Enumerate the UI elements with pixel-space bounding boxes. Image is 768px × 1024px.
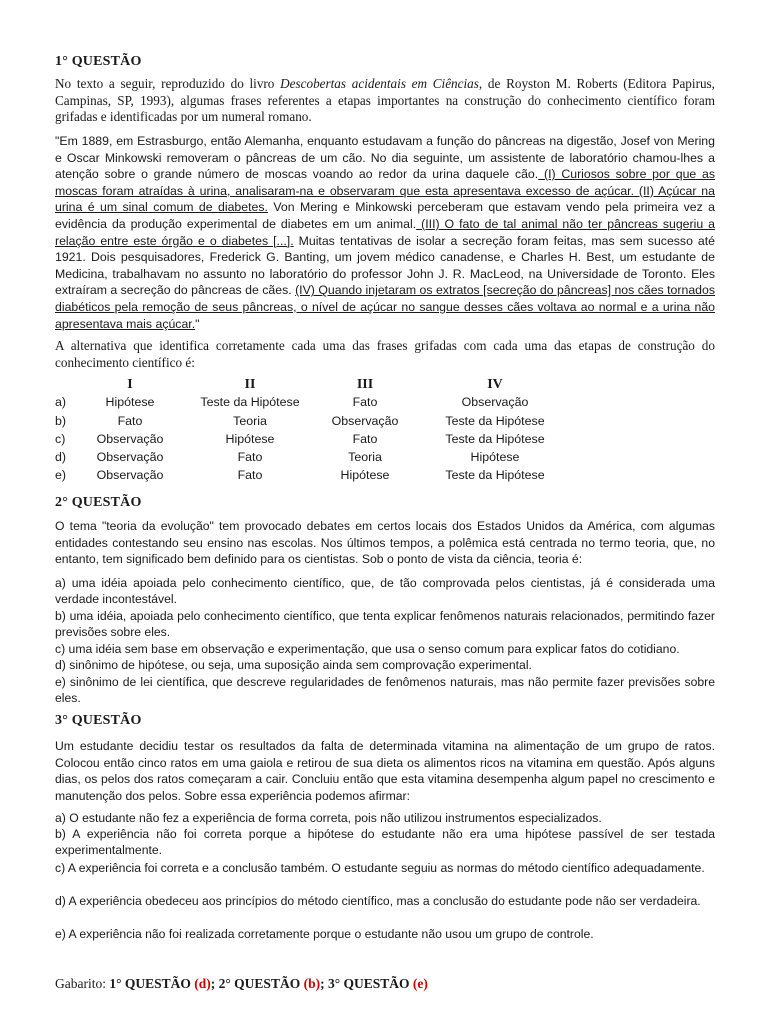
table-cell: Fato bbox=[352, 395, 378, 410]
quote-close: " bbox=[195, 316, 200, 331]
question-2-option-e: e) sinônimo de lei científica, que descreve regularidades de fenômenos naturais, mas não permite fazer previsões sobre eles. bbox=[55, 675, 715, 705]
table-row bbox=[55, 414, 615, 432]
question-3-intro: Um estudante decidiu testar os resultados da falta de determinada vitamina na alimentação de um grupo de ratos. Colocou então cinco ratos em uma gaiola e retirou de sua dieta os alimentos ricos na vitamina em questão. Após alguns dias, os pelos dos ratos começaram a cair. Concluiu então que esta vitamina desempenha algum papel no crescimento e manutenção dos pelos. Sobre essa experiência podemos afirmar: bbox=[55, 739, 715, 803]
table-row bbox=[55, 432, 615, 450]
row-label: c) bbox=[55, 431, 66, 446]
question-2-option-d: d) sinônimo de hipótese, ou seja, uma suposição ainda sem comprovação experimental. bbox=[55, 658, 532, 672]
table-cell: Hipótese bbox=[470, 450, 520, 465]
answer-key bbox=[55, 976, 428, 992]
row-label: d) bbox=[55, 450, 67, 465]
row-label: a) bbox=[55, 395, 67, 410]
table-cell: Observação bbox=[331, 413, 399, 428]
underlined-phrase-1-2: (I) Curiosos sobre por que as moscas foram atraídas à urina, analisaram-na e observaram que esta apresentava excesso de açúcar. (II) Açúcar na urina é um sinal comum de diabetes. bbox=[55, 167, 716, 215]
question-1-title: 1° QUESTÃO bbox=[55, 54, 142, 69]
table-row bbox=[55, 468, 615, 486]
intro-text: No texto a seguir, reproduzido do livro bbox=[55, 76, 281, 91]
quote-text-2: Von Mering e Minkowski perceberam que estavam vendo pela primeira vez a evidência da produção experimental de diabetes em um animal. bbox=[55, 200, 715, 231]
table-cell: Hipótese bbox=[340, 468, 390, 483]
table-cell: Teste da Hipótese bbox=[200, 395, 300, 410]
table-row bbox=[55, 450, 615, 468]
quote-text-3: Muitas tentativas de isolar a secreção foram feitas, mas sem sucesso até 1921. Dois pesquisadores, Frederick G. Banting, um jovem médico canadense, e Charles H. Best, um estudante de Medicina, trabalhavam no assunto no laboratório do professor John J. R. MacLeod, na Universidade de Toronto. Eles extraíram a secreção do pâncreas de cães. bbox=[55, 233, 715, 298]
question-2-title: 2° QUESTÃO bbox=[55, 495, 142, 510]
question-3-option-d: d) A experiência obedeceu aos princípios do método científico, mas a conclusão do estudante pode não ser verdadeira. bbox=[55, 894, 701, 908]
question-3-option-c: c) A experiência foi correta e a conclusão também. O estudante seguiu as normas do método científico adequadamente. bbox=[55, 861, 705, 875]
question-3-option-e: e) A experiência não foi realizada corretamente porque o estudante não usou um grupo de controle. bbox=[55, 927, 594, 941]
question-3-title: 3° QUESTÃO bbox=[55, 713, 142, 728]
answer-table bbox=[55, 377, 615, 487]
answer-key-q3-answer: (e) bbox=[412, 976, 428, 991]
table-row bbox=[55, 395, 615, 413]
answer-key-q2-answer: (b) bbox=[303, 976, 321, 991]
intro-text-cont: , de Royston M. Roberts (Editora Papirus, Campinas, SP, 1993), algumas frases referentes a etapas importantes na construção do conhecimento científico foram grifadas e identificadas por um numeral romano. bbox=[55, 76, 715, 124]
table-cell: Teoria bbox=[233, 413, 267, 428]
table-cell: Observação bbox=[96, 468, 164, 483]
table-cell: Hipótese bbox=[225, 431, 275, 446]
table-cell: Teoria bbox=[348, 450, 382, 465]
table-cell: Teste da Hipótese bbox=[445, 468, 545, 483]
question-3-option-b: b) A experiência não foi correta porque a hipótese do estudante não era uma hipótese passível de ser testada experimentalmente. bbox=[55, 827, 715, 857]
underlined-phrase-4: (IV) Quando injetaram os extratos [secreção do pâncreas] nos cães tornados diabéticos pela remoção de seus pâncreas, o nível de açúcar no sangue desses cães voltava ao normal e a urina não apresentava mais açúcar. bbox=[55, 283, 715, 331]
col-header-ii: II bbox=[244, 377, 256, 392]
underlined-phrase-3: (III) O fato de tal animal não ter pâncreas sugeriu a relação entre este órgão e o diabetes [...]. bbox=[55, 216, 715, 248]
row-label: b) bbox=[55, 413, 67, 428]
question-2-intro: O tema "teoria da evolução" tem provocado debates em certos locais dos Estados Unidos da América, com algumas entidades contestando seu ensino nas escolas. Nos últimos tempos, a polêmica está centrada no termo teoria, que, no entanto, tem significado bem definido para os cientistas. Sob o ponto de vista da ciência, teoria é: bbox=[55, 519, 715, 566]
question-3-option-a: a) O estudante não fez a experiência de forma correta, pois não utilizou instrumentos especializados. bbox=[55, 811, 602, 825]
col-header-iii: III bbox=[356, 377, 374, 392]
answer-key-q1-answer: (d) bbox=[194, 976, 211, 991]
table-cell: Fato bbox=[237, 468, 263, 483]
table-header bbox=[55, 377, 615, 395]
question-1-intro bbox=[55, 76, 715, 126]
table-cell: Fato bbox=[117, 413, 143, 428]
answer-key-separator: ; bbox=[320, 976, 328, 991]
answer-key-q2-label: 2° QUESTÃO bbox=[218, 976, 304, 991]
quote-text: "Em 1889, em Estrasburgo, então Alemanha, enquanto estudavam a função do pâncreas na digestão, Josef von Mering e Oscar Minkowski removeram o pâncreas de um cão. No dia seguinte, um assistente de laboratório chamou-lhes a atenção sobre o grande número de moscas voando ao redor da urina daquele cão. bbox=[55, 134, 715, 182]
answer-key-q3-label: 3° QUESTÃO bbox=[327, 976, 413, 991]
table-cell: Fato bbox=[237, 450, 263, 465]
table-cell: Fato bbox=[352, 431, 378, 446]
table-cell: Observação bbox=[96, 431, 164, 446]
row-label: e) bbox=[55, 468, 67, 483]
question-1-prompt: A alternativa que identifica corretamente cada uma das frases grifadas com cada uma das etapas de construção do conhecimento científico é: bbox=[55, 338, 715, 370]
book-title: Descobertas acidentais em Ciências bbox=[280, 76, 479, 91]
answer-key-q1-label: 1° QUESTÃO bbox=[109, 976, 195, 991]
answer-key-separator: ; bbox=[210, 976, 219, 991]
table-cell: Teste da Hipótese bbox=[445, 413, 545, 428]
question-2-option-b: b) uma idéia, apoiada pelo conhecimento científico, que tenta explicar fenômenos naturais relacionados, permitindo fazer previsões sobre eles. bbox=[55, 609, 715, 639]
question-2-option-c: c) uma idéia sem base em observação e experimentação, que usa o senso comum para explicar fatos do cotidiano. bbox=[55, 642, 680, 656]
table-cell: Observação bbox=[461, 395, 529, 410]
table-cell: Hipótese bbox=[105, 395, 155, 410]
table-cell: Teste da Hipótese bbox=[445, 431, 545, 446]
col-header-i: I bbox=[127, 377, 133, 392]
question-2-option-a: a) uma idéia apoiada pelo conhecimento científico, que, de tão comprovada pelos cientistas, já é considerada uma verdade incontestável. bbox=[55, 576, 715, 606]
question-1-quote bbox=[55, 133, 715, 332]
answer-key-label: Gabarito: bbox=[55, 976, 110, 991]
table-cell: Observação bbox=[96, 450, 164, 465]
col-header-iv: IV bbox=[487, 377, 503, 392]
